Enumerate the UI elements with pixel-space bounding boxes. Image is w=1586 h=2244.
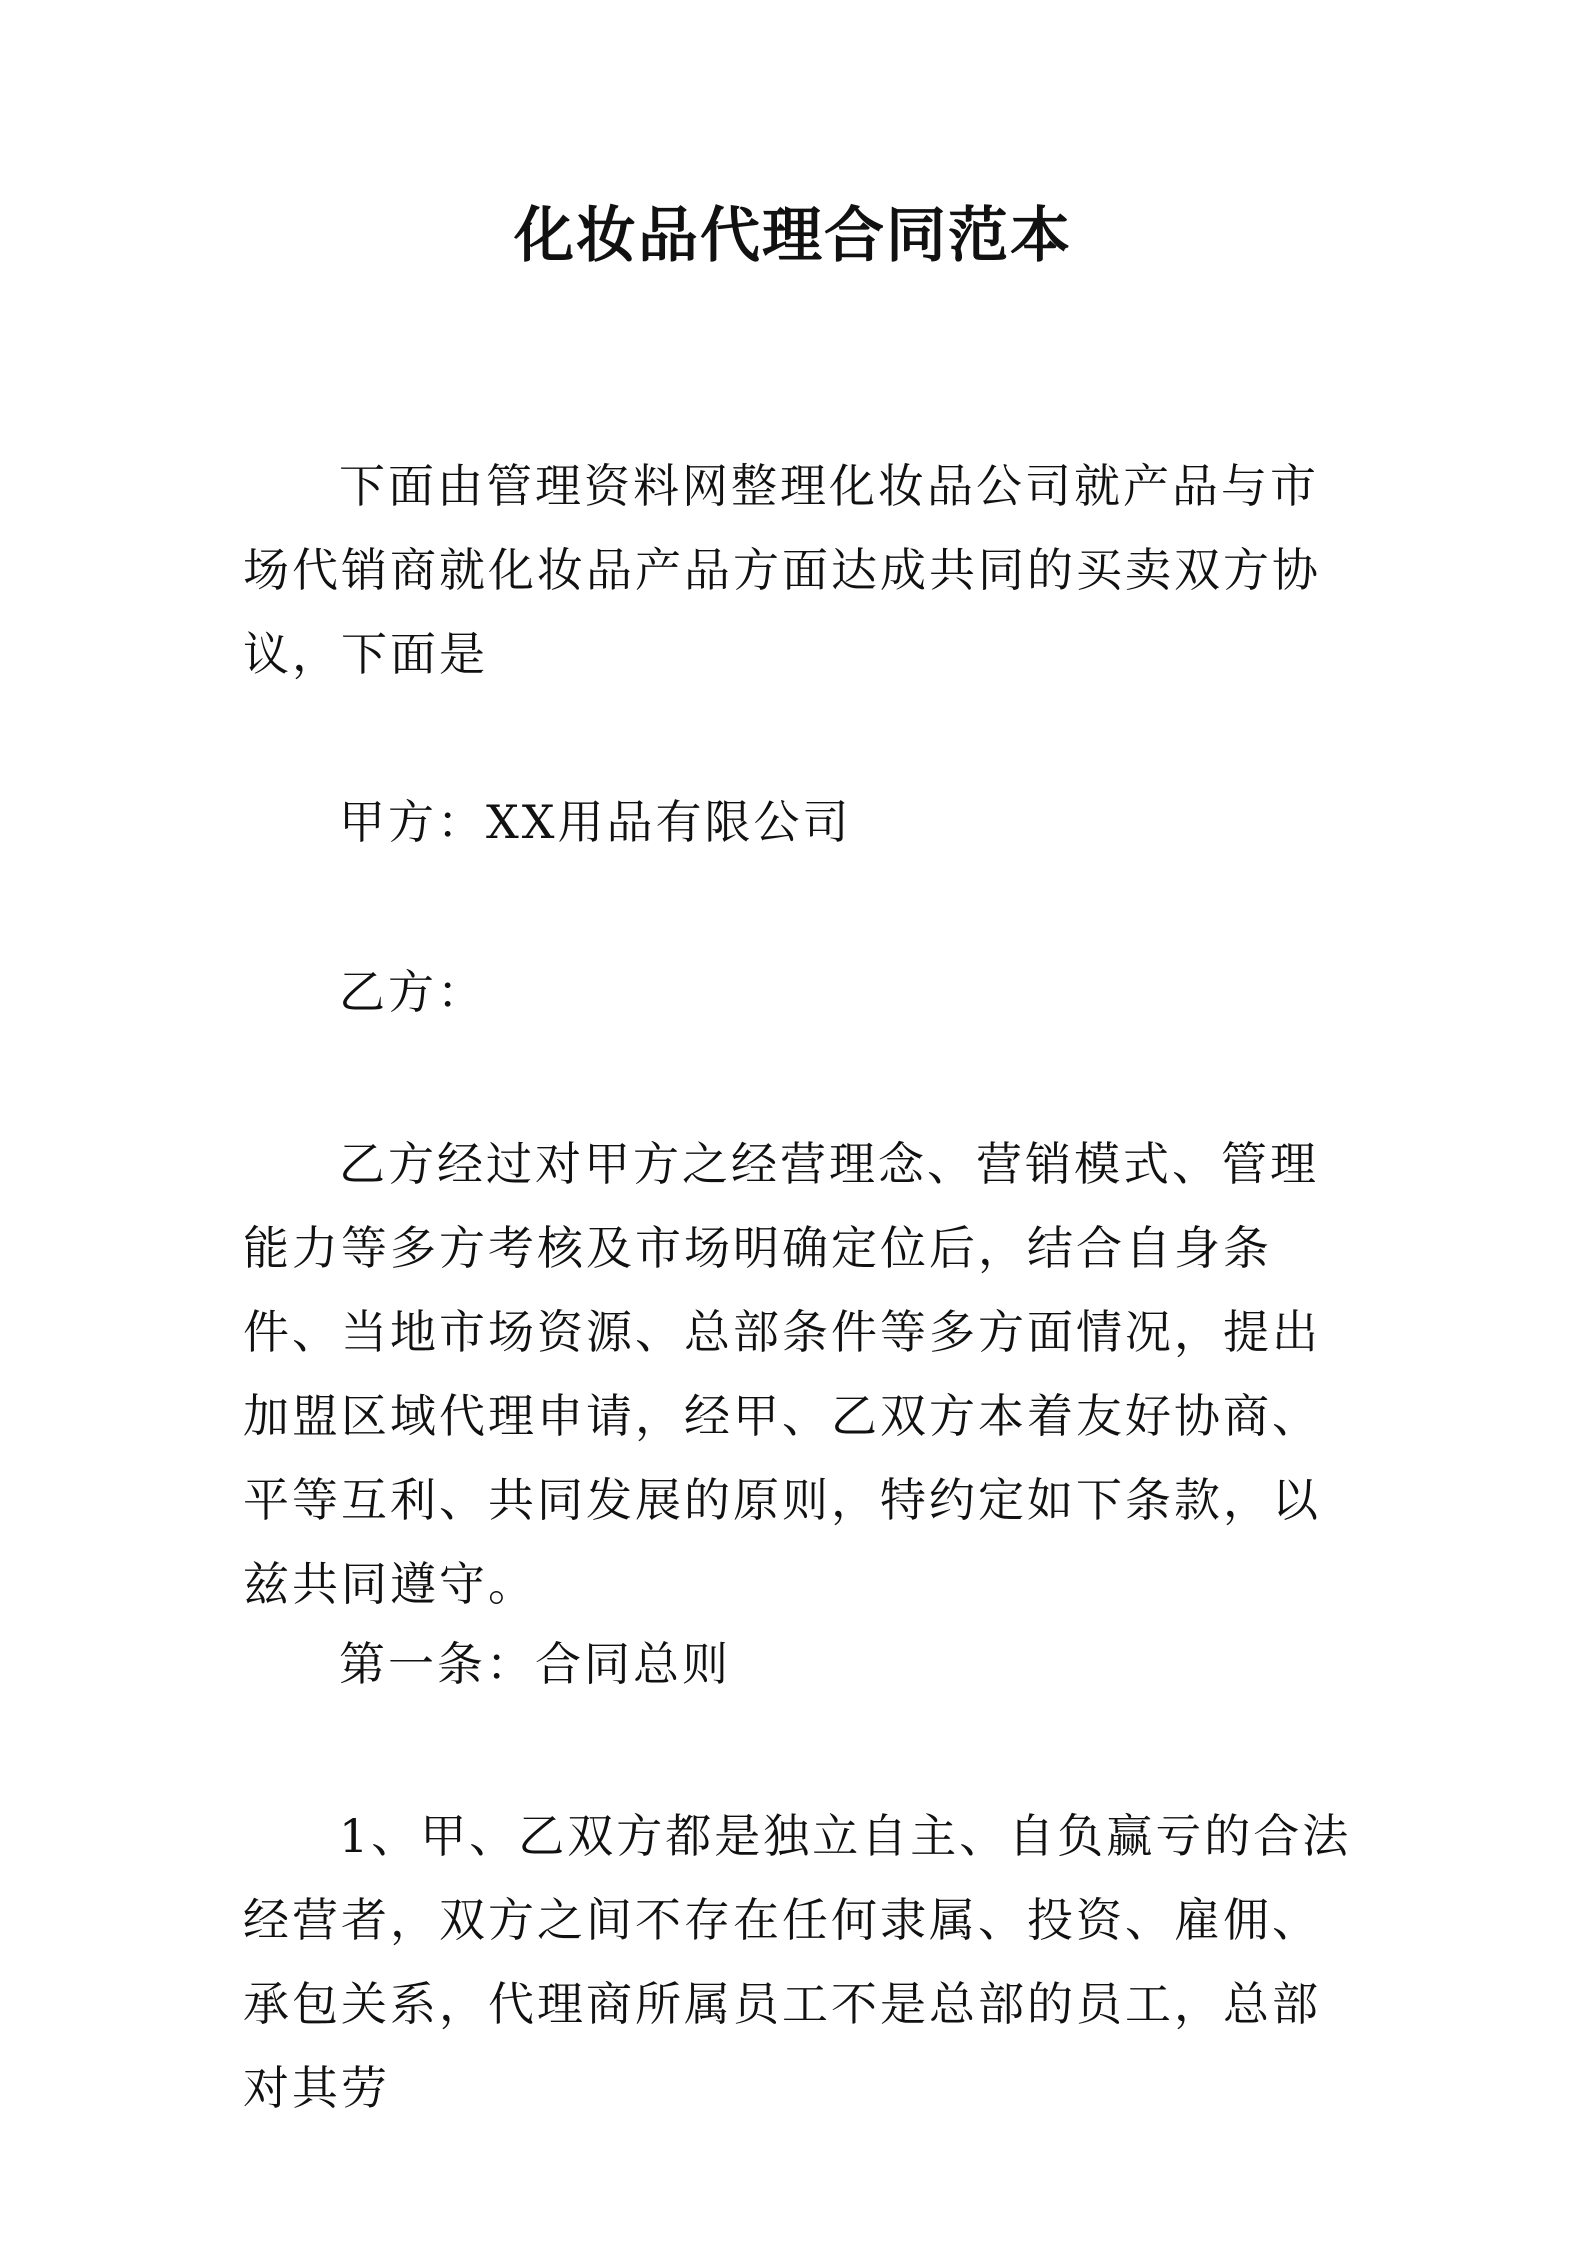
article-one-clause-1: 1、甲、乙双方都是独立自主、自负赢亏的合法经营者，双方之间不存在任何隶属、投资、雇佣、承包关系，代理商所属员工不是总部的员工，总部对其劳 xyxy=(243,1809,1352,2115)
preamble-paragraph: 乙方经过对甲方之经营理念、营销模式、管理能力等多方考核及市场明确定位后，结合自身条件、当地市场资源、总部条件等多方面情况，提出加盟区域代理申请，经甲、乙双方本着友好协商、平等互利、共同发展的原则，特约定如下条款，以兹共同遵守。 xyxy=(243,1137,1321,1611)
document-title: 化妆品代理合同范本 xyxy=(514,201,1072,271)
intro-paragraph: 下面由管理资料网整理化妆品公司就产品与市场代销商就化妆品产品方面达成共同的买卖双方协议，下面是 xyxy=(243,459,1321,681)
party-a-line: 甲方：XX用品有限公司 xyxy=(339,795,852,849)
party-b-line: 乙方： xyxy=(339,965,486,1019)
article-one-heading: 第一条：合同总则 xyxy=(339,1637,731,1691)
